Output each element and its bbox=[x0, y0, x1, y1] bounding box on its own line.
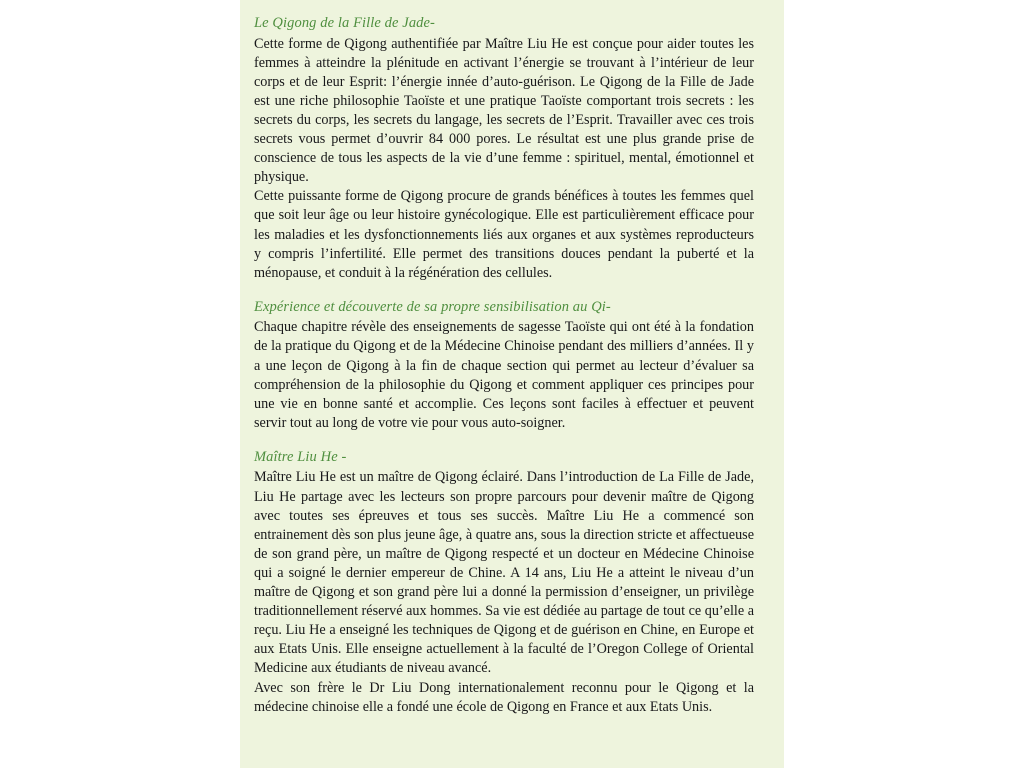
section-paragraph: Chaque chapitre révèle des enseignements de sagesse Taoïste qui ont été à la fondation de la pratique du Qigong et de la Médecine Chinoise pendant des milliers d’années. Il y a une leçon de Qigong à la fin de chaque section qui permet au lecteur d’évaluer sa compréhension de la philosophie du Qigong et comment appliquer ces principes pour une vie en bonne santé et accomplie. Ces leçons sont faciles à effectuer et peuvent servir tout au long de votre vie pour vous auto-soigner. bbox=[254, 319, 754, 431]
section-heading: Maître Liu He - bbox=[254, 448, 347, 465]
section-paragraph: Cette forme de Qigong authentifiée par Maître Liu He est conçue pour aider toutes les femmes à atteindre la plénitude en activant l’énergie se trouvant à l’intérieur de leur corps et de leur Esprit: l’énergie innée d’auto-guérison. Le Qigong de la Fille de Jade est une riche philosophie Taoïste et une pratique Taoïste comportant trois secrets : les secrets du corps, les secrets du langage, les secrets de l’Esprit. Travailler avec ces trois secrets vous permet d’ouvrir 84 000 pores. Le résultat est une plus grande prise de conscience de tous les aspects de la vie d’une femme : spirituel, mental, émotionnel et physique. bbox=[254, 35, 754, 186]
section-qigong-fille-de-jade bbox=[254, 14, 754, 283]
section-maitre-liu-he bbox=[254, 448, 754, 717]
document-sheet bbox=[240, 0, 784, 768]
section-paragraph: Avec son frère le Dr Liu Dong internationalement reconnu pour le Qigong et la médecine chinoise elle a fondé une école de Qigong en France et aux Etats Unis. bbox=[254, 679, 754, 715]
section-heading: Le Qigong de la Fille de Jade- bbox=[254, 15, 435, 31]
section-heading: Expérience et découverte de sa propre sensibilisation au Qi- bbox=[254, 298, 611, 315]
section-paragraph: Cette puissante forme de Qigong procure de grands bénéfices à toutes les femmes quel que soit leur âge ou leur histoire gynécologique. Elle est particulièrement efficace pour les maladies et les dysfonctionnements liés aux organes et aux systèmes reproducteurs y compris l’infertilité. Elle permet des transitions douces pendant la puberté et la ménopause, et conduit à la régénération des cellules. bbox=[254, 188, 754, 281]
section-experience-decouverte bbox=[254, 298, 754, 433]
section-paragraph: Maître Liu He est un maître de Qigong éclairé. Dans l’introduction de La Fille de Jade, Liu He partage avec les lecteurs son propre parcours pour devenir maître de Qigong avec toutes ses épreuves et tous ses succès. Maître Liu He a commencé son entrainement dès son plus jeune âge, à quatre ans, sous la direction stricte et affectueuse de son grand père, un maître de Qigong respecté et un docteur en Médecine Chinoise qui a soigné le dernier empereur de Chine. A 14 ans, Liu He a atteint le niveau d’un maître de Qigong et son grand père lui a donné la permission d’enseigner, un privilège traditionnellement réservé aux hommes. Sa vie est dédiée au partage de tout ce qu’elle a reçu. Liu He a enseigné les techniques de Qigong et de guérison en Chine, en Europe et aux Etats Unis. Elle enseigne actuellement à la faculté de l’Oregon College of Oriental Medicine aux étudiants de niveau avancé. bbox=[254, 469, 754, 677]
